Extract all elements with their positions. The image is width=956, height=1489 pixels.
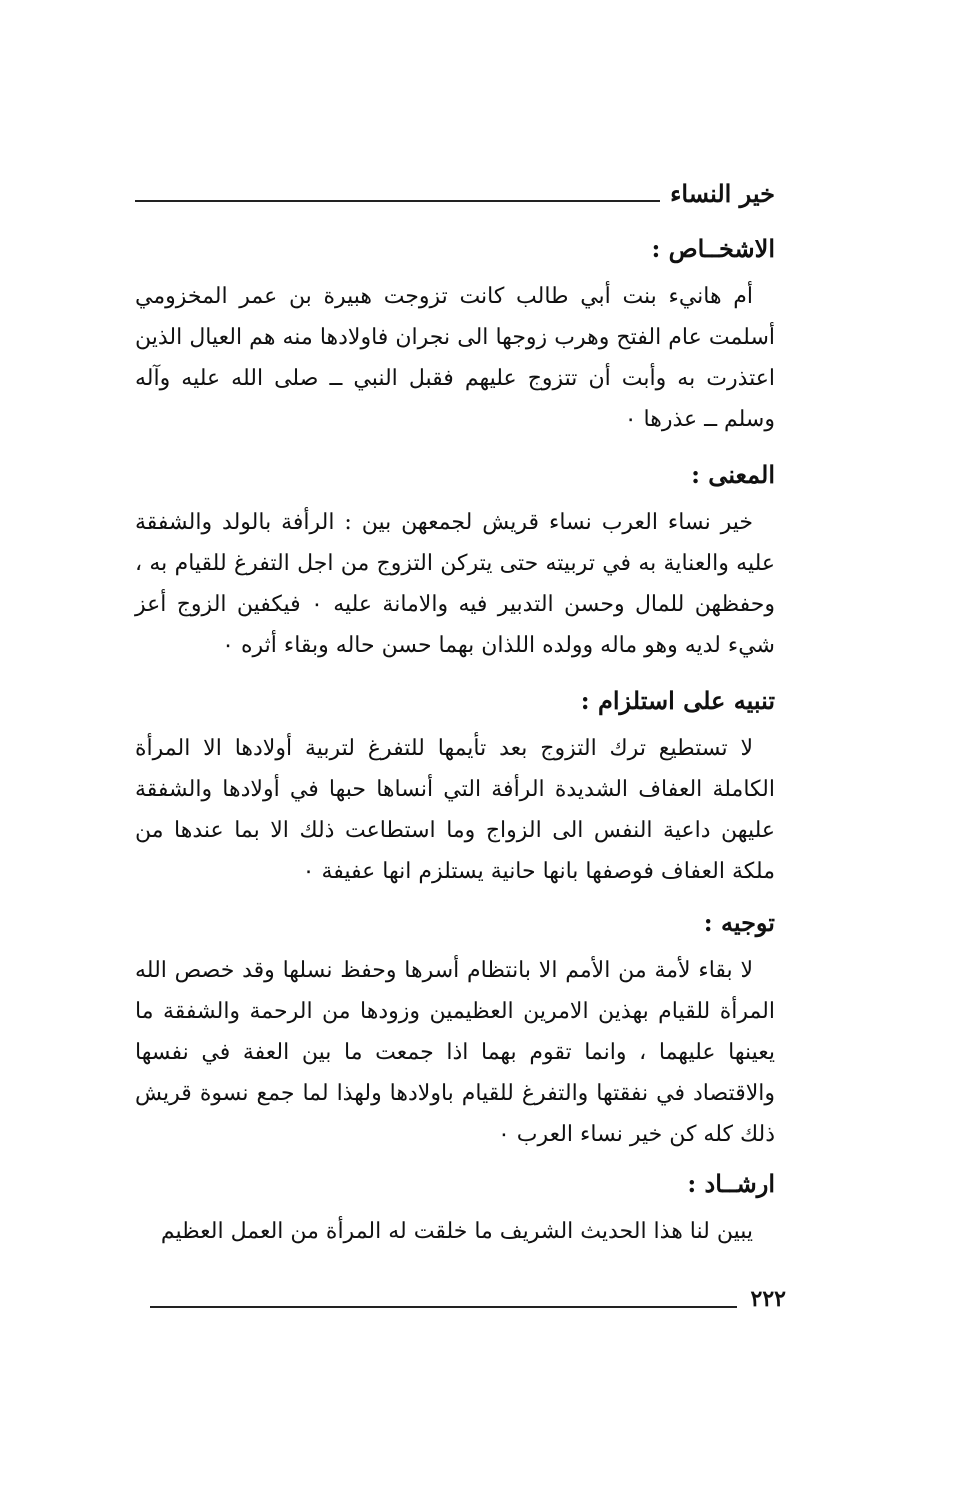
section-heading-note: تنبيه على استلزام : [580,686,775,715]
header-rule [135,200,660,202]
page-footer [150,1278,786,1314]
section-text-persons: أم هانيء بنت أبي طالب كانت تزوجت هبيرة بن عمر المخزومي أسلمت عام الفتح وهرب زوجها الى نجران فاولادها منه هم العيال الذين اعتذرت به وأبت أن تتزوج عليهم فقبل النبي ــ صلى الله عليه وآله وسلم ــ عذرها ٠ [135,284,775,432]
section-heading-guidance: توجيه : [703,908,775,937]
section-heading-advice: ارشــاد : [687,1169,775,1198]
running-title: خير النساء [670,179,775,208]
section-text-note: لا تستطيع ترك التزوج بعد تأيمها للتفرغ لتربية أولادها الا المرأة الكاملة العفاف الشديدة الرأفة التي أنساها حبها في أولادها والشفقة عليهن داعية النفس الى الزواج وما استطاعت ذلك الا بما عندها من ملكة العفاف فوصفها بانها حانية يستلزم انها عفيفة ٠ [135,736,775,884]
section-text-meaning: خير نساء العرب نساء قريش لجمعهن بين : الرأفة بالولد والشفقة عليه والعناية به في تربيته حتى يتركن التزوج من اجل التفرغ للقيام به ، وحفظهن للمال وحسن التدبير فيه والامانة عليه ٠ فيكفين الزوج أعز شيء لديه وهو ماله وولده اللذان بهما حسن حاله وبقاء أثره ٠ [135,510,775,658]
section-text-guidance: لا بقاء لأمة من الأمم الا بانتظام أسرها وحفظ نسلها وقد خصص الله المرأة للقيام بهذين الامرين العظيمين وزودها من الرحمة والشفقة ما يعينها عليهما ، وانما تقوم بهما اذا جمعت ما بين العفة في نفسها والاقتصاد في نفقتها والتفرغ للقيام باولادها ولهذا لما جمع نسوة قريش ذلك كله كن خير نساء العرب ٠ [135,958,775,1147]
footer-rule [150,1306,737,1308]
section-heading-persons: الاشخــاص : [651,234,775,263]
section-text-advice: يبين لنا هذا الحديث الشريف ما خلقت له المرأة من العمل العظيم [160,1219,753,1244]
running-header [135,170,775,210]
section-heading-meaning: المعنى : [691,460,775,489]
page-number: ٢٢٢ [750,1286,786,1312]
